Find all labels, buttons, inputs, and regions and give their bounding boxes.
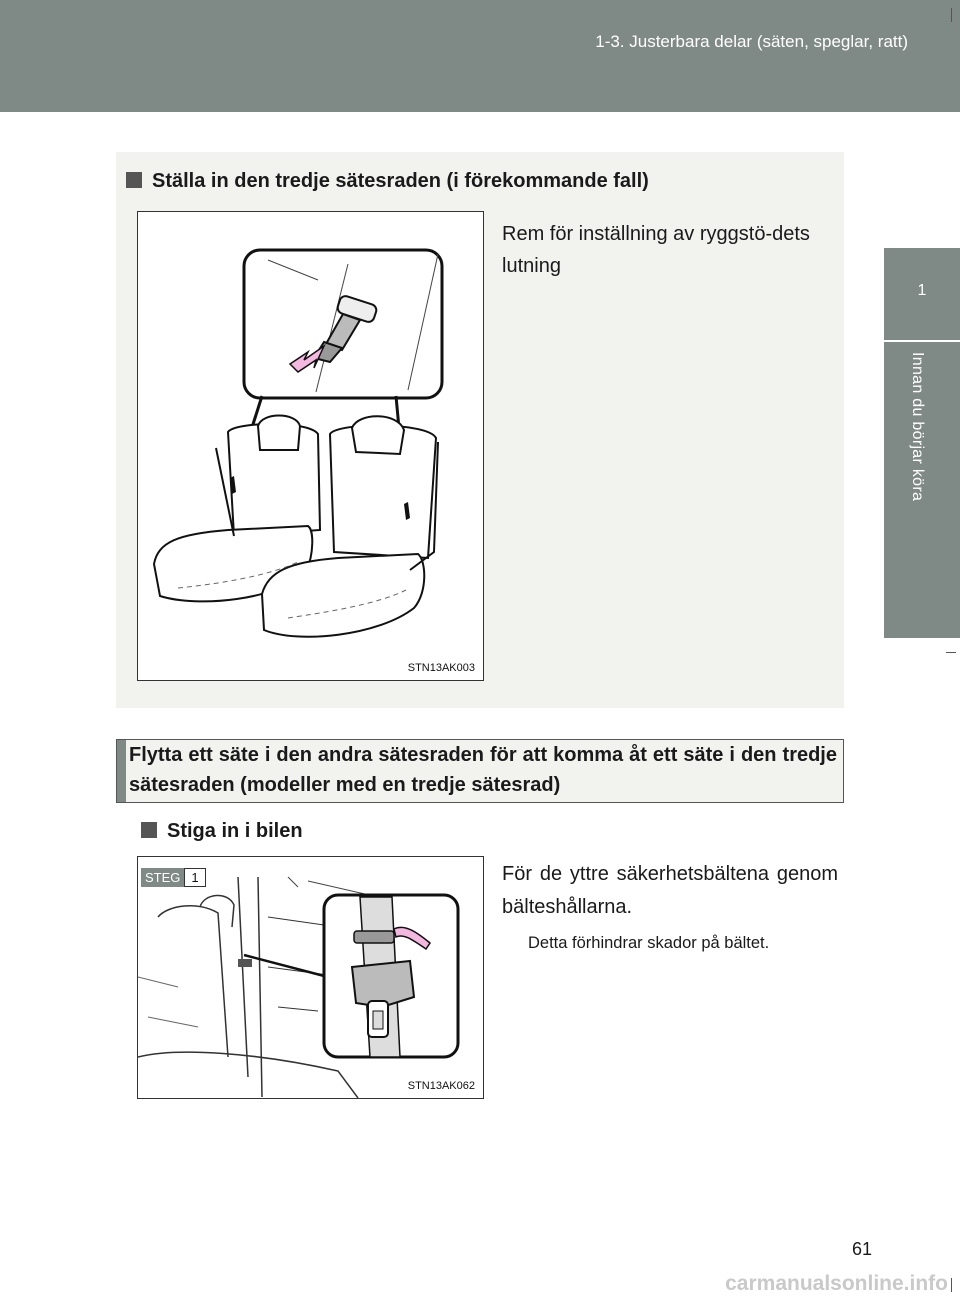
square-bullet-icon (126, 172, 142, 188)
chapter-label: Innan du börjar köra (909, 352, 926, 502)
step-text: För de yttre säkerhetsbältena genom bälteshållarna. (502, 863, 838, 918)
section-title: Flytta ett säte i den andra sätesraden för att komma åt ett säte i den tredje sätesraden (modeller med en tredje sätesrad) (129, 744, 837, 796)
step-badge (141, 868, 206, 887)
figure-code: STN13AK003 (407, 662, 475, 674)
figure-code: STN13AK062 (407, 1080, 475, 1092)
header-bar (0, 0, 960, 112)
sub-heading-text: Stiga in i bilen (167, 820, 303, 842)
third-row-seat-figure (137, 211, 484, 681)
chapter-label-tab (884, 342, 960, 638)
step-note: Detta förhindrar skador på bältet. (528, 934, 770, 952)
step-label: STEG (141, 868, 184, 887)
page-number: 61 (852, 1239, 873, 1259)
seatbelt-illustration (138, 857, 483, 1098)
seatbelt-figure (137, 856, 484, 1099)
header-title: 1-3. Justerbara delar (säten, speglar, ratt) (595, 32, 908, 51)
panel-heading (126, 170, 649, 193)
seat-illustration (138, 212, 483, 680)
panel-heading-text: Ställa in den tredje sätesraden (i förekommande fall) (152, 170, 649, 192)
square-bullet-icon (141, 822, 157, 838)
chapter-number-tab (884, 248, 960, 340)
watermark: carmanualsonline.info (725, 1272, 948, 1295)
sub-heading (141, 820, 303, 843)
panel-caption: Rem för inställning av ryggstö-dets lutning (502, 223, 810, 277)
crop-mark (951, 8, 952, 22)
crop-mark (946, 652, 956, 653)
chapter-number: 1 (917, 282, 927, 299)
crop-mark (951, 1278, 952, 1292)
step-number: 1 (184, 868, 205, 887)
